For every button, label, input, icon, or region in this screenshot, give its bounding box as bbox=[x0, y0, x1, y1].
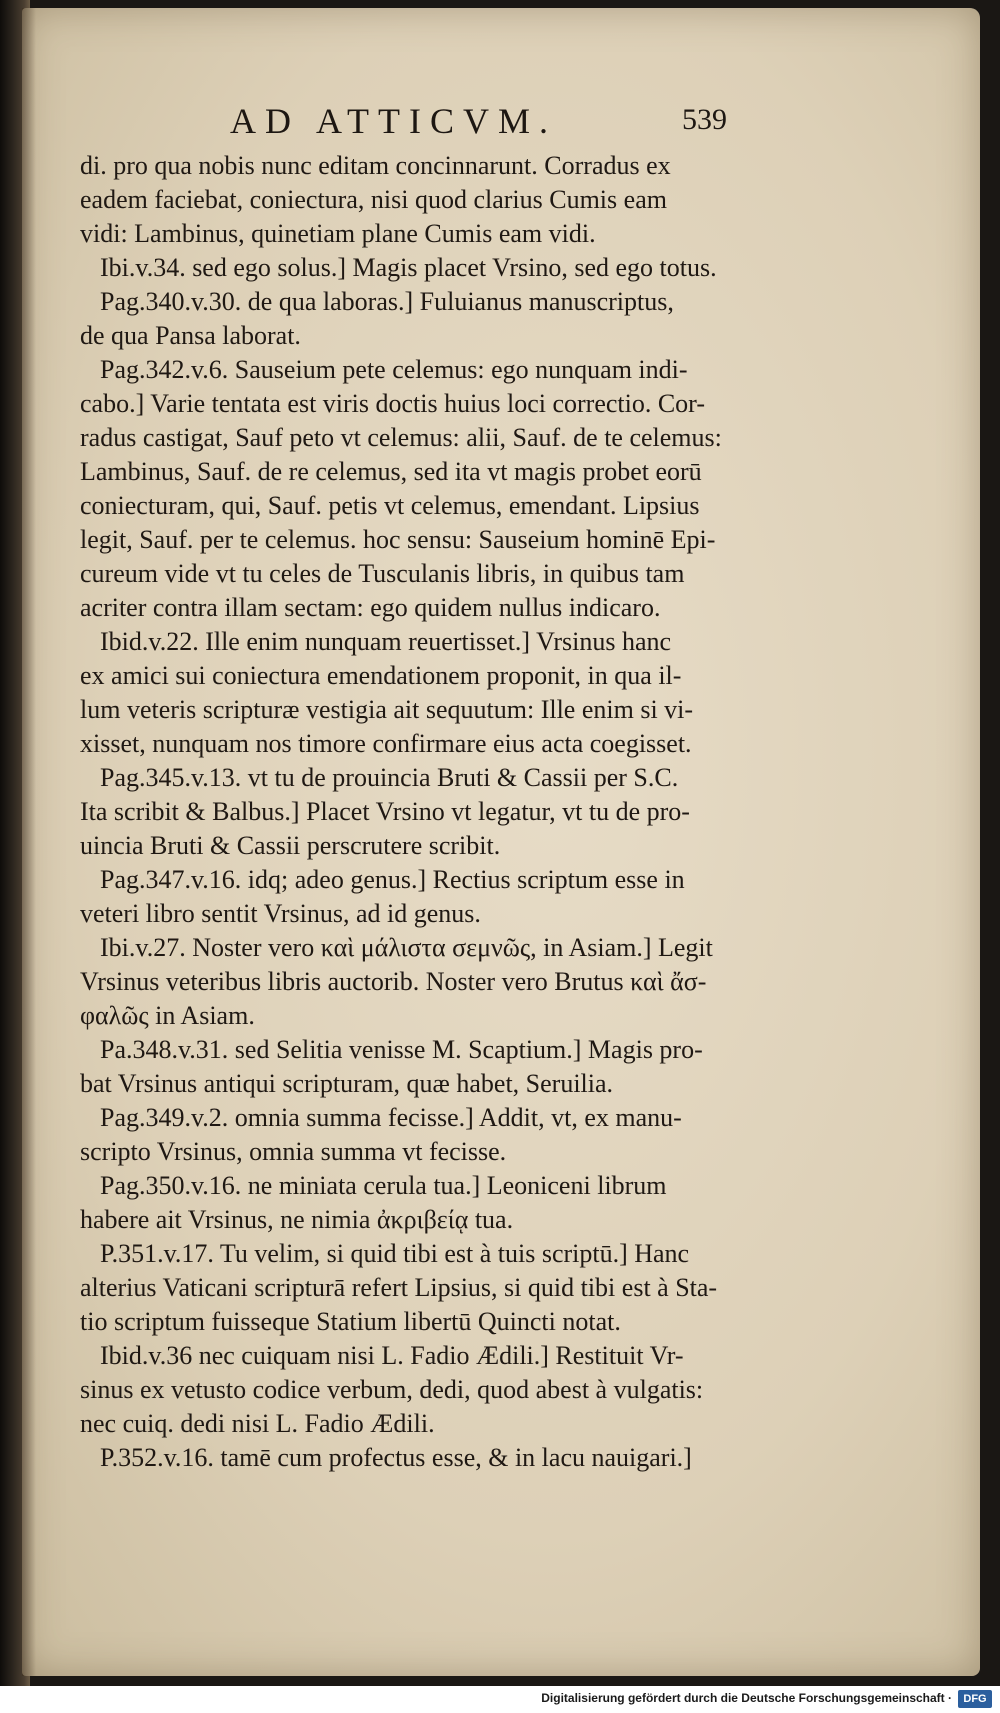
text-line: di. pro qua nobis nunc editam concinnarunt. Corradus ex bbox=[80, 151, 671, 180]
text-line: vidi: Lambinus, quinetiam plane Cumis eam vidi. bbox=[80, 219, 596, 248]
text-line: cabo.] Varie tentata est viris doctis huius loci correctio. Cor- bbox=[80, 389, 705, 418]
dfg-logo: DFG bbox=[958, 1690, 992, 1708]
text-line: cureum vide vt tu celes de Tusculanis libris, in quibus tam bbox=[80, 559, 685, 588]
text-line: alterius Vaticani scripturā refert Lipsius, si quid tibi est à Sta- bbox=[80, 1273, 718, 1302]
text-line: tio scriptum fuisseque Statium libertū Quincti notat. bbox=[80, 1307, 621, 1336]
text-line: habere ait Vrsinus, ne nimia ἀκριβείᾳ tua. bbox=[80, 1205, 514, 1234]
text-line: P.351.v.17. Tu velim, si quid tibi est à tuis scriptū.] Hanc bbox=[100, 1239, 690, 1268]
text-line: φαλῶς in Asiam. bbox=[80, 1001, 255, 1030]
page-number: 539 bbox=[682, 103, 727, 136]
text-line: xisset, nunquam nos timore confirmare eius acta coegisset. bbox=[80, 729, 692, 758]
text-line: Ibid.v.36 nec cuiquam nisi L. Fadio Ædili.] Restituit Vr- bbox=[100, 1341, 684, 1370]
text-line: de qua Pansa laborat. bbox=[80, 321, 301, 350]
text-line: Pag.345.v.13. vt tu de prouincia Bruti & Cassii per S.C. bbox=[100, 763, 679, 792]
text-line: Lambinus, Sauf. de re celemus, sed ita vt magis probet eorū bbox=[80, 457, 702, 486]
text-line: nec cuiq. dedi nisi L. Fadio Ædili. bbox=[80, 1409, 435, 1438]
text-line: Ibid.v.22. Ille enim nunquam reuertisset.] Vrsinus hanc bbox=[100, 627, 672, 656]
text-line: radus castigat, Sauf peto vt celemus: alii, Sauf. de te celemus: bbox=[80, 423, 722, 452]
text-line: Pag.350.v.16. ne miniata cerula tua.] Leoniceni librum bbox=[100, 1171, 667, 1200]
text-line: scripto Vrsinus, omnia summa vt fecisse. bbox=[80, 1137, 507, 1166]
text-line: veteri libro sentit Vrsinus, ad id genus. bbox=[80, 899, 481, 928]
text-line: Pag.349.v.2. omnia summa fecisse.] Addit, vt, ex manu- bbox=[100, 1103, 682, 1132]
text-line: coniecturam, qui, Sauf. petis vt celemus, emendant. Lipsius bbox=[80, 491, 700, 520]
text-line: ex amici sui coniectura emendationem proponit, in qua il- bbox=[80, 661, 682, 690]
text-line: legit, Sauf. per te celemus. hoc sensu: Sauseium hominē Epi- bbox=[80, 525, 716, 554]
funding-notice: Digitalisierung gefördert durch die Deutsche Forschungsgemeinschaft · bbox=[541, 1691, 952, 1705]
footer-bar bbox=[0, 1686, 1000, 1713]
text-line: sinus ex vetusto codice verbum, dedi, quod abest à vulgatis: bbox=[80, 1375, 704, 1404]
text-line: Pag.347.v.16. idq; adeo genus.] Rectius scriptum esse in bbox=[100, 865, 685, 894]
text-line: P.352.v.16. tamē cum profectus esse, & in lacu nauigari.] bbox=[100, 1443, 692, 1472]
text-line: Pag.342.v.6. Sauseium pete celemus: ego nunquam indi- bbox=[100, 355, 688, 384]
text-line: lum veteris scripturæ vestigia ait sequutum: Ille enim si vi- bbox=[80, 695, 694, 724]
text-line: Pag.340.v.30. de qua laboras.] Fuluianus manuscriptus, bbox=[100, 287, 674, 316]
text-line: bat Vrsinus antiqui scripturam, quæ habet, Seruilia. bbox=[80, 1069, 614, 1098]
text-line: acriter contra illam sectam: ego quidem nullus indicaro. bbox=[80, 593, 661, 622]
text-line: uincia Bruti & Cassii perscrutere scribit. bbox=[80, 831, 501, 860]
text-line: Ibi.v.27. Noster vero καὶ μάλιστα σεμνῶς, in Asiam.] Legit bbox=[100, 933, 713, 962]
text-line: Ibi.v.34. sed ego solus.] Magis placet Vrsino, sed ego totus. bbox=[100, 253, 717, 282]
text-line: Vrsinus veteribus libris auctorib. Noster vero Brutus καὶ ἄσ- bbox=[80, 967, 707, 996]
text-line: eadem faciebat, coniectura, nisi quod clarius Cumis eam bbox=[80, 185, 667, 214]
main-text-block bbox=[80, 148, 785, 1472]
running-head: AD ATTICVM. bbox=[230, 101, 558, 141]
text-line: Pa.348.v.31. sed Selitia venisse M. Scaptium.] Magis pro- bbox=[100, 1035, 703, 1064]
text-line: Ita scribit & Balbus.] Placet Vrsino vt legatur, vt tu de pro- bbox=[80, 797, 690, 826]
page-gutter-shadow bbox=[22, 8, 36, 1676]
